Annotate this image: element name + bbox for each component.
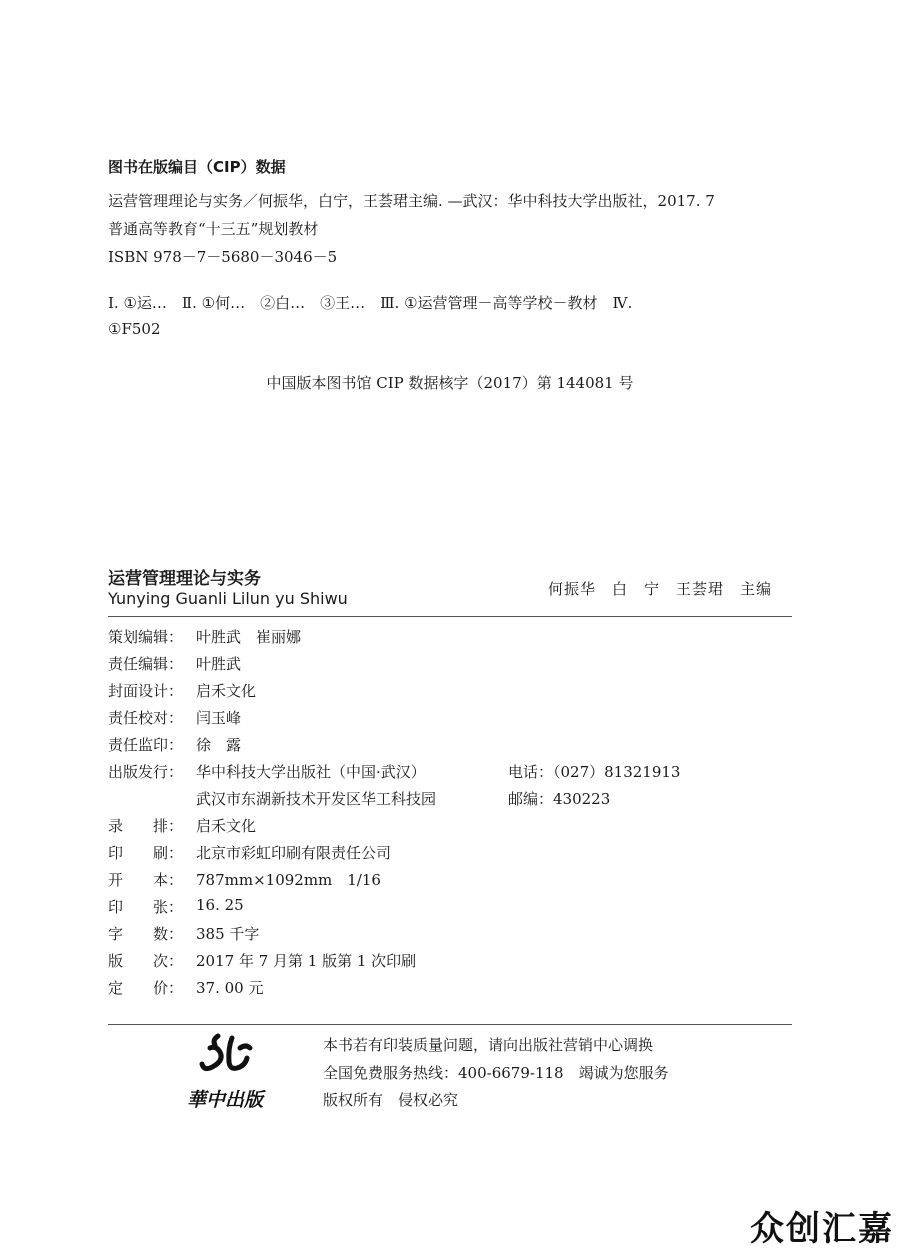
- info-label: 录 排：: [108, 817, 184, 835]
- cip-title-line: 运营管理理论与实务／何振华，白宁，王荟珺主编. —武汉：华中科技大学出版社，2017. 7: [108, 192, 715, 210]
- watermark: 众创汇嘉: [750, 1209, 894, 1249]
- info-value: 华中科技大学出版社（中国·武汉）: [196, 763, 426, 781]
- publisher-logo-icon: [160, 1026, 290, 1116]
- book-pinyin-title: Yunying Guanli Lilun yu Shiwu: [108, 589, 348, 608]
- info-label: 印 刷：: [108, 844, 184, 862]
- info-value: 37. 00 元: [196, 979, 264, 997]
- info-row: [108, 707, 241, 728]
- info-label: 版 次：: [108, 952, 184, 970]
- info-row: [108, 977, 263, 998]
- info-postcode: 邮编：430223: [508, 790, 611, 808]
- info-label: 策划编辑：: [108, 628, 184, 646]
- info-value: 16. 25: [196, 896, 244, 914]
- info-label: 定 价：: [108, 979, 184, 997]
- info-label: [108, 788, 196, 809]
- info-row: [108, 788, 792, 809]
- info-row: [108, 734, 241, 755]
- info-label: 开 本：: [108, 871, 184, 889]
- info-value: 787mm×1092mm 1/16: [196, 871, 381, 889]
- info-label: 印 张：: [108, 898, 184, 916]
- info-row: [108, 842, 391, 863]
- info-value: 叶胜武 崔丽娜: [196, 628, 302, 646]
- info-row: [108, 896, 244, 917]
- top-divider: [108, 616, 792, 617]
- info-value: 武汉市东湖新技术开发区华工科技园: [196, 790, 437, 808]
- bottom-divider: [108, 1024, 792, 1025]
- info-label: 出版发行：: [108, 763, 184, 781]
- cip-isbn-line: ISBN 978－7－5680－3046－5: [108, 248, 338, 266]
- info-label: 责任监印：: [108, 736, 184, 754]
- info-label: 字 数：: [108, 925, 184, 943]
- info-row: [108, 923, 259, 944]
- info-row: [108, 680, 256, 701]
- publisher-logo-text: 華中出版: [186, 1089, 264, 1111]
- info-row: [108, 653, 241, 674]
- info-value: 闫玉峰: [196, 709, 242, 727]
- cip-series-line: 普通高等教育“十三五”规划教材: [108, 220, 319, 238]
- info-label: 责任校对：: [108, 709, 184, 727]
- info-row: [108, 626, 301, 647]
- info-label: 封面设计：: [108, 682, 184, 700]
- info-value: 启禾文化: [196, 817, 257, 835]
- cip-heading: 图书在版编目（CIP）数据: [108, 158, 286, 176]
- book-title: 运营管理理论与实务: [108, 569, 261, 589]
- info-value: 北京市彩虹印刷有限责任公司: [196, 844, 392, 862]
- notice-hotline: 全国免费服务热线：400-6679-118 竭诚为您服务: [323, 1064, 669, 1082]
- info-row: [108, 815, 256, 836]
- info-value: 徐 露: [196, 736, 242, 754]
- info-value: 2017 年 7 月第 1 版第 1 次印刷: [196, 952, 417, 970]
- notice-copyright: 版权所有 侵权必究: [323, 1091, 459, 1109]
- info-value: 385 千字: [196, 925, 260, 943]
- cip-core-number: 中国版本图书馆 CIP 数据核字（2017）第 144081 号: [266, 374, 634, 392]
- cip-subject-line: Ⅰ. ①运… Ⅱ. ①何… ②白… ③王… Ⅲ. ①运营管理－高等学校－教材 Ⅳ.: [108, 294, 633, 312]
- info-value: 启禾文化: [196, 682, 257, 700]
- cip-classification-line: ①F502: [108, 320, 161, 338]
- notice-quality: 本书若有印装质量问题，请向出版社营销中心调换: [323, 1036, 654, 1054]
- info-row: [108, 869, 381, 890]
- info-row: [108, 950, 416, 971]
- info-row: [108, 761, 792, 782]
- info-phone: 电话：（027）81321913: [508, 763, 681, 781]
- info-value: 叶胜武: [196, 655, 242, 673]
- book-editors: 何振华 白 宁 王荟珺 主编: [548, 580, 773, 598]
- info-label: 责任编辑：: [108, 655, 184, 673]
